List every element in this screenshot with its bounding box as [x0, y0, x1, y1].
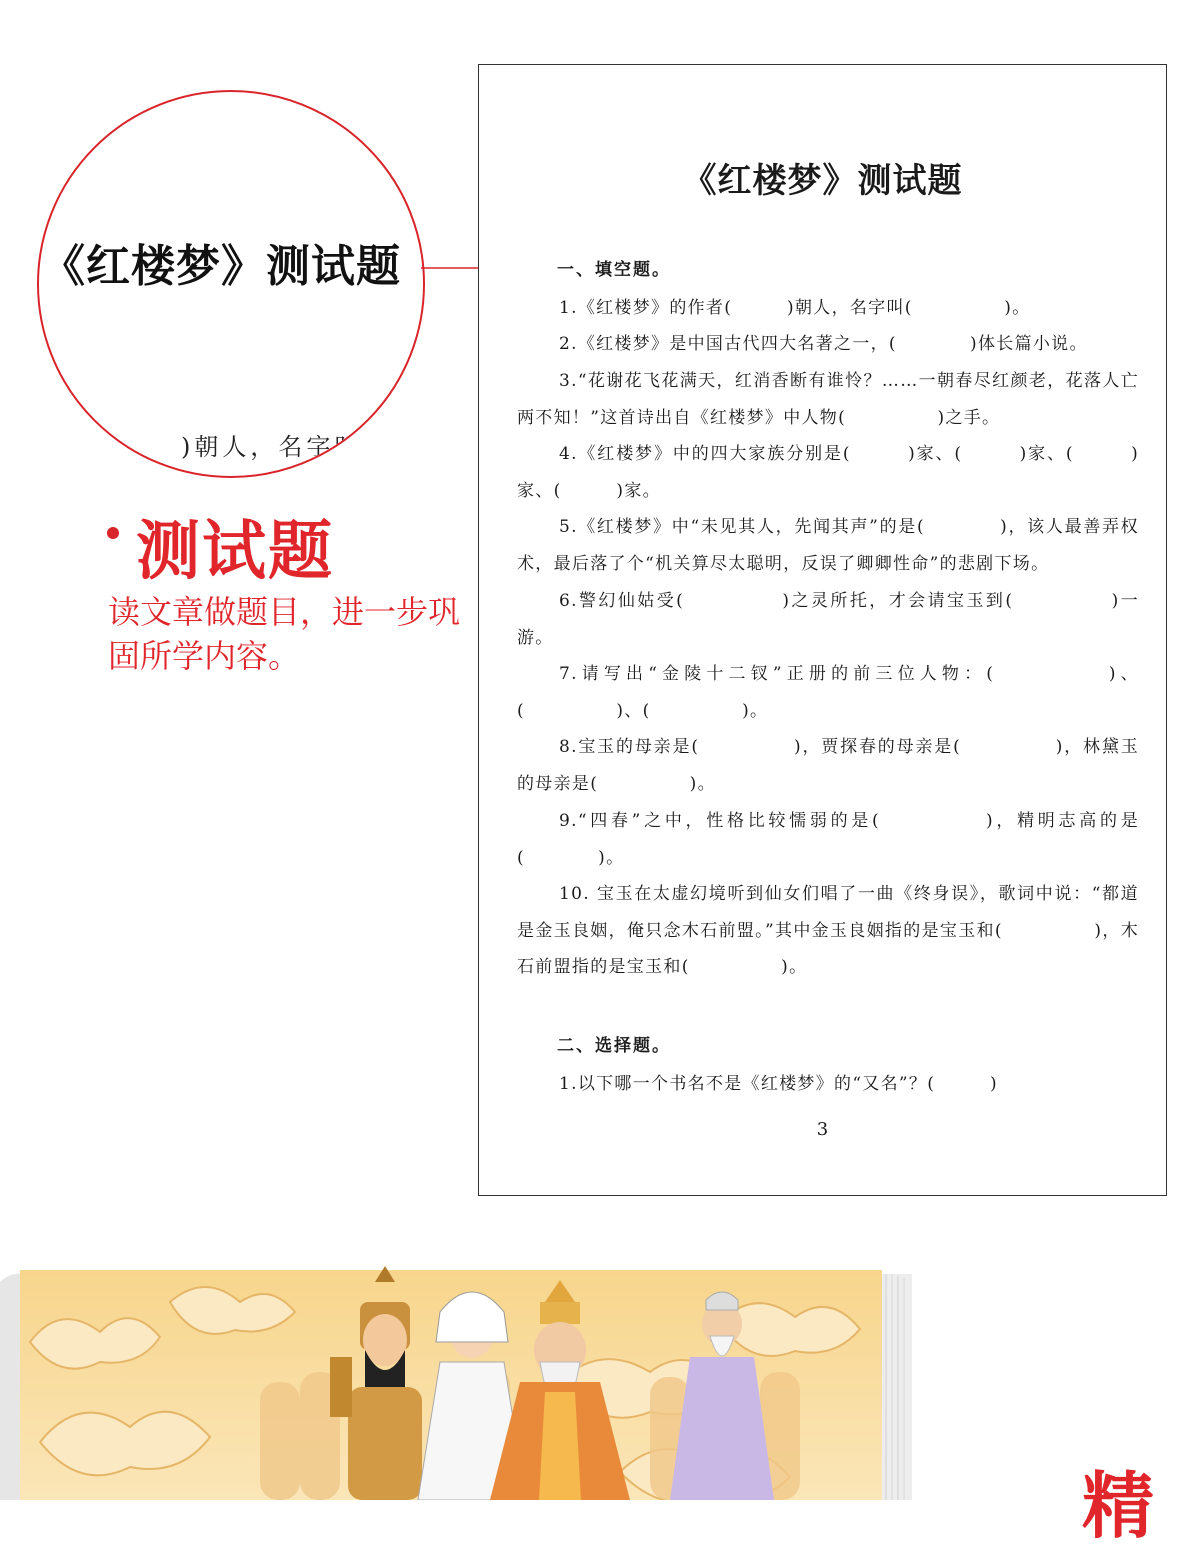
- question-9: 9.“四春”之中，性格比较懦弱的是( )，精明志高的是( )。: [517, 811, 1139, 868]
- test-page: [478, 64, 1167, 1196]
- promo-title: 测试题: [136, 515, 334, 589]
- section-multiple-choice: 二、选择题。: [557, 1036, 671, 1056]
- question-6: 6.警幻仙姑受( )之灵所托，才会请宝玉到( )一游。: [517, 591, 1139, 648]
- question-4: 4.《红楼梦》中的四大家族分别是( )家、( )家、( )家、( )家。: [517, 444, 1139, 501]
- question-10: 10. 宝玉在太虚幻境听到仙女们唱了一曲《终身误》，歌词中说：“都道是金玉良姻，俺只念木石前盟。”其中金玉良姻指的是宝玉和( )，木石前盟指的是宝玉和( )。: [517, 884, 1139, 977]
- question-7: 7.请写出“金陵十二钗”正册的前三位人物：( )、( )、( )。: [517, 664, 1139, 721]
- question-8: 8.宝玉的母亲是( )，贾探春的母亲是( )，林黛玉的母亲是( )。: [517, 737, 1139, 794]
- partial-heading-glyph: 精: [1082, 1464, 1151, 1548]
- magnifier-circle: [37, 90, 425, 478]
- illustration-book: [0, 1262, 920, 1500]
- question-mc-1: 1.以下哪一个书名不是《红楼梦》的“又名”？( ): [559, 1074, 998, 1094]
- promo-bullet: [107, 527, 119, 539]
- promo-description: 读文章做题目，进一步巩固所学内容。: [108, 593, 461, 675]
- magnified-title: 《红楼梦》测试题: [41, 241, 401, 292]
- section-fill-in: 一、填空题。: [557, 260, 671, 280]
- magnified-text-line: )朝人，名字叫: [181, 433, 363, 461]
- question-1: 1.《红楼梦》的作者( )朝人，名字叫( )。: [559, 298, 1031, 318]
- question-3: 3.“花谢花飞花满天，红消香断有谁怜？……一朝春尽红颜老，花落人亡两不知！”这首诗出自《红楼梦》中人物( )之手。: [517, 371, 1139, 428]
- page-title: 《红楼梦》测试题: [682, 161, 963, 201]
- question-2: 2.《红楼梦》是中国古代四大名著之一，( )体长篇小说。: [559, 334, 1088, 354]
- question-5: 5.《红楼梦》中“未见其人，先闻其声”的是( )，该人最善弄权术，最后落了个“机关算尽太聪明，反误了卿卿性命”的悲剧下场。: [517, 517, 1139, 574]
- page-number: 3: [816, 1119, 829, 1140]
